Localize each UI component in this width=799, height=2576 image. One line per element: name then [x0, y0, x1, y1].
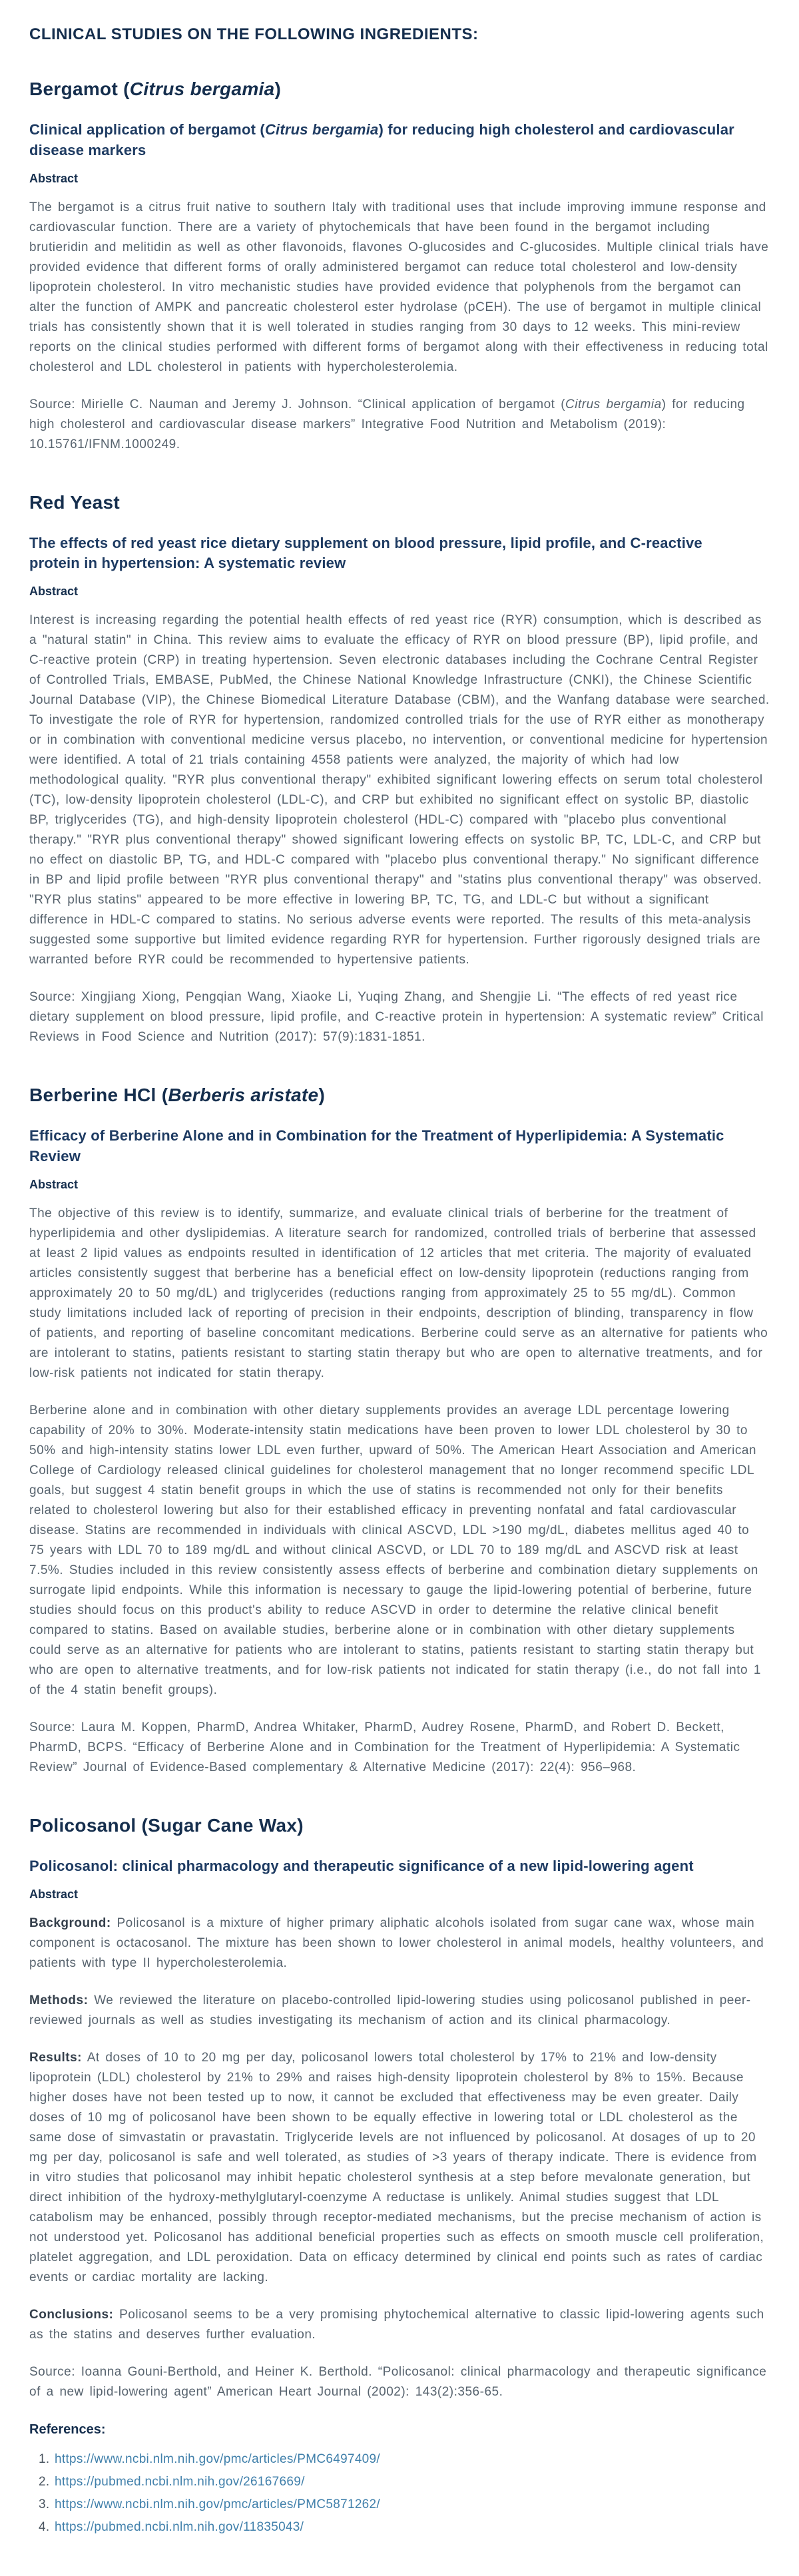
section-red-yeast [29, 492, 770, 1048]
paragraph-text: Policosanol is a mixture of higher primary aliphatic alcohols isolated from sugar cane wax, whose main component is octacosanol. The mixture has been shown to lower cholesterol in animal models, healthy volunteers, and patients with type II hypercholesterolemia. [29, 1916, 764, 1970]
abstract-paragraph: The objective of this review is to identify, summarize, and evaluate clinical trials of berberine for the treatment of hyperlipidemia and other dyslipidemias. A literature search for randomized, controlled trials of berberine that assessed at least 2 lipid values as endpoints resulted in identification of 12 articles that met criteria. The majority of evaluated articles consistently suggest that berberine has a beneficial effect on low-density lipoprotein (reductions ranging from approximately 20 to 50 mg/dL) and triglycerides (reductions ranging from approximately 25 to 55 mg/dL). Common study limitations included lack of reporting of precision in their endpoints, description of blinding, transparency in flow of patients, and reporting of baseline concomitant medications. Berberine could serve as an alternative for patients who are intolerant to statins, patients resistant to starting statin therapy but who are open to alternative treatments, and for low-risk patients not indicated for statin therapy. [29, 1206, 768, 1380]
abstract-paragraph-background [29, 1914, 770, 1973]
source-citation [29, 395, 770, 455]
study-title [29, 1856, 755, 1877]
heading-latin-name: Berberis aristate [168, 1085, 319, 1106]
abstract-paragraph-methods [29, 1991, 770, 2031]
abstract-paragraph-conclusions [29, 2305, 770, 2345]
reference-link-1[interactable]: https://www.ncbi.nlm.nih.gov/pmc/articles/PMC6497409/ [55, 2451, 380, 2466]
abstract-label: Abstract [29, 1887, 79, 1901]
study-title [29, 1126, 755, 1167]
abstract-label: Abstract [29, 1177, 79, 1191]
references-label: References: [29, 2422, 106, 2437]
source-citation [29, 2362, 770, 2402]
source-citation [29, 987, 770, 1047]
heading-latin-name: Citrus bergamia [129, 79, 275, 99]
paragraph-text: We reviewed the literature on placebo-controlled lipid-lowering studies using policosanol published in peer-reviewed journals as well as studies investigating its mechanism of action and its clinical pharmacology. [29, 1993, 751, 2027]
abstract-paragraph-results [29, 2048, 770, 2288]
section-heading-berberine [29, 1085, 770, 1106]
heading-text: ) [318, 1085, 326, 1106]
study-title [29, 533, 755, 575]
study-title-text: Efficacy of Berberine Alone and in Combination for the Treatment of Hyperlipidemia: A Systematic Review [29, 1127, 724, 1164]
reference-link-4[interactable]: https://pubmed.ncbi.nlm.nih.gov/11835043/ [55, 2519, 304, 2534]
page-title: CLINICAL STUDIES ON THE FOLLOWING INGREDIENTS: [29, 25, 479, 43]
source-text: ) for reducing high cholesterol and cardiovascular disease markers” Integrative Food Nutrition and Metabolism (2019): 10.15761/IFNM.1000249. [29, 397, 745, 451]
abstract-paragraph: Interest is increasing regarding the potential health effects of red yeast rice (RYR) consumption, which is described as a "natural statin" in China. This review aims to evaluate the efficacy of RYR on blood pressure (BP), lipid profile, and C-reactive protein (CRP) in treating hypertension. Seven electronic databases including the Cochrane Central Register of Controlled Trials, EMBASE, PubMed, the Chinese National Knowledge Infrastructure (CNKI), the Chinese Scientific Journal Database (VIP), the Chinese Biomedical Literature Database (CBM), and the Wanfang database were searched. To investigate the role of RYR for hypertension, randomized controlled trials for the use of RYR either as monotherapy or in combination with conventional medicine versus placebo, no intervention, or conventional medicine for hypertension were identified. A total of 21 trials containing 4558 patients were analyzed, the majority of which had low methodological quality. "RYR plus conventional therapy" exhibited significant lowering effects on serum total cholesterol (TC), low-density lipoprotein cholesterol (LDL-C), and CRP but exhibited no significant effect on systolic BP, diastolic BP, triglycerides (TG), and high-density lipoprotein cholesterol (HDL-C) compared with "placebo plus conventional therapy." "RYR plus conventional therapy" showed significant lowering effects on systolic BP, TC, LDL-C, and CRP but no effect on diastolic BP, TG, and HDL-C compared with "placebo plus conventional therapy." No significant difference in BP and lipid profile between "RYR plus conventional therapy" and "statins plus conventional therapy" was observed. "RYR plus statins" appeared to be more effective in lowering BP, TC, TG, and LDL-C but without a significant difference in HDL-C compared to statins. No serious adverse events were reported. The results of this meta-analysis suggested some supportive but limited evidence regarding RYR for hypertension. Further rigorously designed trials are warranted before RYR could be recommended to hypertensive patients. [29, 613, 770, 967]
source-citation [29, 1718, 770, 1778]
reference-link-2[interactable]: https://pubmed.ncbi.nlm.nih.gov/26167669/ [55, 2474, 305, 2489]
source-text: Source: Xingjiang Xiong, Pengqian Wang, Xiaoke Li, Yuqing Zhang, and Shengjie Li. “The effects of red yeast rice dietary supplement on blood pressure, lipid profile, and C-reactive protein in hypertension: A systematic review” Critical Reviews in Food Science and Nutrition (2017): 57(9):1831-1851. [29, 990, 764, 1045]
paragraph-label-background: Background: [29, 1916, 111, 1930]
source-text: Source: Laura M. Koppen, PharmD, Andrea Whitaker, PharmD, Audrey Rosene, PharmD, and Robert D. Beckett, PharmD, BCPS. “Efficacy of Berberine Alone and in Combination for the Treatment of Hyperlipidemia: A Systematic Review” Journal of Evidence-Based complementary & Alternative Medicine (2017): 22(4): 956–968. [29, 1720, 740, 1774]
heading-text: Berberine HCl ( [29, 1085, 168, 1106]
section-heading-policosanol [29, 1815, 770, 1836]
study-title [29, 120, 755, 161]
paragraph-label-methods: Methods: [29, 1993, 89, 2007]
source-latin-name: Citrus bergamia [565, 397, 662, 411]
reference-link-3[interactable]: https://www.ncbi.nlm.nih.gov/pmc/articles/PMC5871262/ [55, 2497, 380, 2511]
study-title-text: Policosanol: clinical pharmacology and therapeutic significance of a new lipid-lowering agent [29, 1857, 694, 1874]
heading-text: Red Yeast [29, 491, 121, 513]
references-list [29, 2448, 770, 2539]
heading-text: Bergamot ( [29, 79, 130, 99]
reference-item-1 [53, 2448, 770, 2471]
abstract-label: Abstract [29, 171, 79, 185]
study-title-latin-name: Citrus bergamia [264, 121, 379, 138]
reference-item-3 [53, 2493, 770, 2516]
study-title-text: The effects of red yeast rice dietary supplement on blood pressure, lipid profile, and C-reactive protein in hypertension: A systematic review [29, 534, 702, 572]
reference-item-4 [53, 2516, 770, 2539]
references [29, 2422, 770, 2539]
paragraph-text: At doses of 10 to 20 mg per day, policosanol lowers total cholesterol by 17% to 21% and low-density lipoprotein (LDL) cholesterol by 21% to 29% and raises high-density lipoprotein cholesterol by 8% to 15%. Because higher doses have not been tested up to now, it cannot be excluded that effectiveness may be even greater. Daily doses of 10 mg of policosanol have been shown to be equally effective in lowering total or LDL cholesterol as the same dose of simvastatin or pravastatin. Triglyceride levels are not influenced by policosanol. At dosages of up to 20 mg per day, policosanol is safe and well tolerated, as studies of >3 years of therapy indicate. There is evidence from in vitro studies that policosanol may inhibit hepatic cholesterol synthesis at a step before mevalonate generation, but direct inhibition of the hydroxy-methylglutaryl-coenzyme A reductase is unlikely. Animal studies suggest that LDL catabolism may be enhanced, possibly through receptor-mediated mechanisms, but the precise mechanism of action is not understood yet. Policosanol has additional beneficial properties such as effects on smooth muscle cell proliferation, platelet aggregation, and LDL peroxidation. Data on efficacy determined by clinical end points such as rates of cardiac events or cardiac mortality are lacking. [29, 2050, 764, 2284]
study-title-text: ) for reducing high cholesterol and cardiovascular disease markers [29, 121, 734, 158]
paragraph-label-results: Results: [29, 2050, 82, 2065]
section-berberine [29, 1085, 770, 1778]
study-title-text: Clinical application of bergamot ( [29, 121, 265, 138]
paragraph-text: Policosanol seems to be a very promising phytochemical alternative to classic lipid-lowering agents such as the statins and deserves further evaluation. [29, 2307, 764, 2342]
paragraph-label-conclusions: Conclusions: [29, 2307, 114, 2322]
abstract-paragraph: The bergamot is a citrus fruit native to southern Italy with traditional uses that include improving immune response and cardiovascular function. There are a variety of phytochemicals that have been found in the bergamot including brutieridin and melitidin as well as other flavonoids, flavones O-glucosides and C-glucosides. Multiple clinical trials have provided evidence that different forms of orally administered bergamot can reduce total cholesterol and low-density lipoprotein cholesterol. In vitro mechanistic studies have provided evidence that polyphenols from the bergamot can alter the function of AMPK and pancreatic cholesterol ester hydrolase (pCEH). The use of bergamot in multiple clinical trials has consistently shown that it is well tolerated in studies ranging from 30 days to 12 weeks. This mini-review reports on the clinical studies performed with different forms of bergamot along with their effectiveness in reducing total cholesterol and LDL cholesterol in patients with hypercholesterolemia. [29, 200, 769, 374]
section-bergamot [29, 79, 770, 455]
section-heading-bergamot [29, 79, 770, 100]
source-text: Source: Mirielle C. Nauman and Jeremy J. Johnson. “Clinical application of bergamot ( [29, 397, 566, 411]
abstract-label: Abstract [29, 585, 79, 599]
heading-text: ) [274, 79, 282, 99]
abstract-paragraph: Berberine alone and in combination with other dietary supplements provides an average LDL percentage lowering capability of 20% to 30%. Moderate-intensity statin medications have been proven to lower LDL cholesterol by 30 to 50% and high-intensity statins lower LDL even further, upward of 50%. The American Heart Association and American College of Cardiology released clinical guidelines for cholesterol management that no longer recommend specific LDL goals, but suggest 4 statin benefit groups in which the use of statins is recommended not only for their benefits related to cholesterol lowering but also for their established efficacy in preventing nonfatal and fatal cardiovascular disease. Statins are recommended in individuals with clinical ASCVD, LDL >190 mg/dL, diabetes mellitus aged 40 to 75 years with LDL 70 to 189 mg/dL and without clinical ASCVD, or LDL 70 to 189 mg/dL and ASCVD risk at least 7.5%. Studies included in this review consistently assess effects of berberine and combination dietary supplements on surrogate lipid endpoints. While this information is necessary to gauge the lipid-lowering potential of berberine, future studies should focus on this product's ability to reduce ASCVD in order to determine the relative clinical benefit compared to statins. Based on available studies, berberine alone or in combination with other dietary supplements could serve as an alternative for patients who are intolerant to statins, patients resistant to starting statin therapy but who are open to alternative treatments, and for low-risk patients not indicated for statin therapy (i.e., do not fall into 1 of the 4 statin benefit groups). [29, 1403, 761, 1697]
reference-item-2 [53, 2471, 770, 2493]
section-heading-red-yeast [29, 492, 770, 513]
heading-text: Policosanol (Sugar Cane Wax) [29, 1814, 304, 1836]
source-text: Source: Ioanna Gouni-Berthold, and Heiner K. Berthold. “Policosanol: clinical pharmacology and therapeutic significance of a new lipid-lowering agent” American Heart Journal (2002): 143(2):356-65. [29, 2364, 767, 2399]
section-policosanol [29, 1815, 770, 2402]
